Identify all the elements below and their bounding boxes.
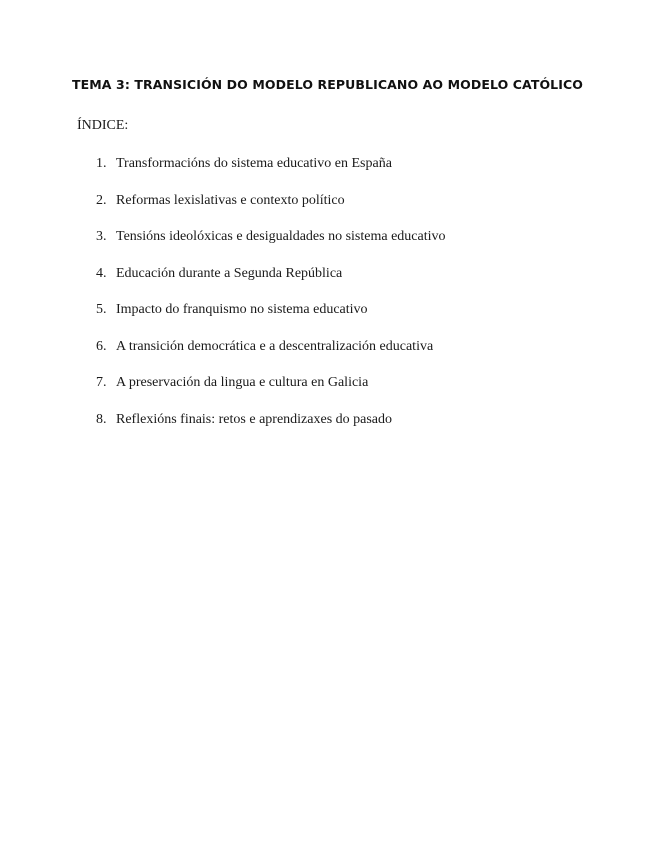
index-item-text: A preservación da lingua e cultura en Galicia bbox=[116, 375, 369, 390]
index-heading: ÍNDICE: bbox=[77, 118, 129, 133]
index-item-number: 5. bbox=[96, 302, 107, 317]
index-item-number: 1. bbox=[96, 156, 107, 171]
document-title: TEMA 3: TRANSICIÓN DO MODELO REPUBLICANO AO MODELO CATÓLICO bbox=[72, 77, 583, 92]
index-item-text: Impacto do franquismo no sistema educativo bbox=[116, 302, 368, 317]
index-item-text: A transición democrática e a descentralización educativa bbox=[116, 338, 434, 354]
index-item-number: 7. bbox=[96, 375, 107, 390]
index-item-text: Reformas lexislativas e contexto político bbox=[116, 192, 345, 208]
index-item-number: 3. bbox=[96, 229, 107, 244]
index-item-number: 8. bbox=[96, 411, 107, 427]
index-item-text: Tensións ideolóxicas e desigualdades no sistema educativo bbox=[116, 229, 446, 244]
index-item-text: Transformacións do sistema educativo en España bbox=[116, 156, 392, 171]
index-item-number: 4. bbox=[96, 265, 107, 281]
index-item-number: 6. bbox=[96, 338, 107, 354]
index-item-text: Educación durante a Segunda República bbox=[116, 265, 343, 281]
index-item-text: Reflexións finais: retos e aprendizaxes do pasado bbox=[116, 411, 393, 427]
index-item-number: 2. bbox=[96, 192, 107, 208]
